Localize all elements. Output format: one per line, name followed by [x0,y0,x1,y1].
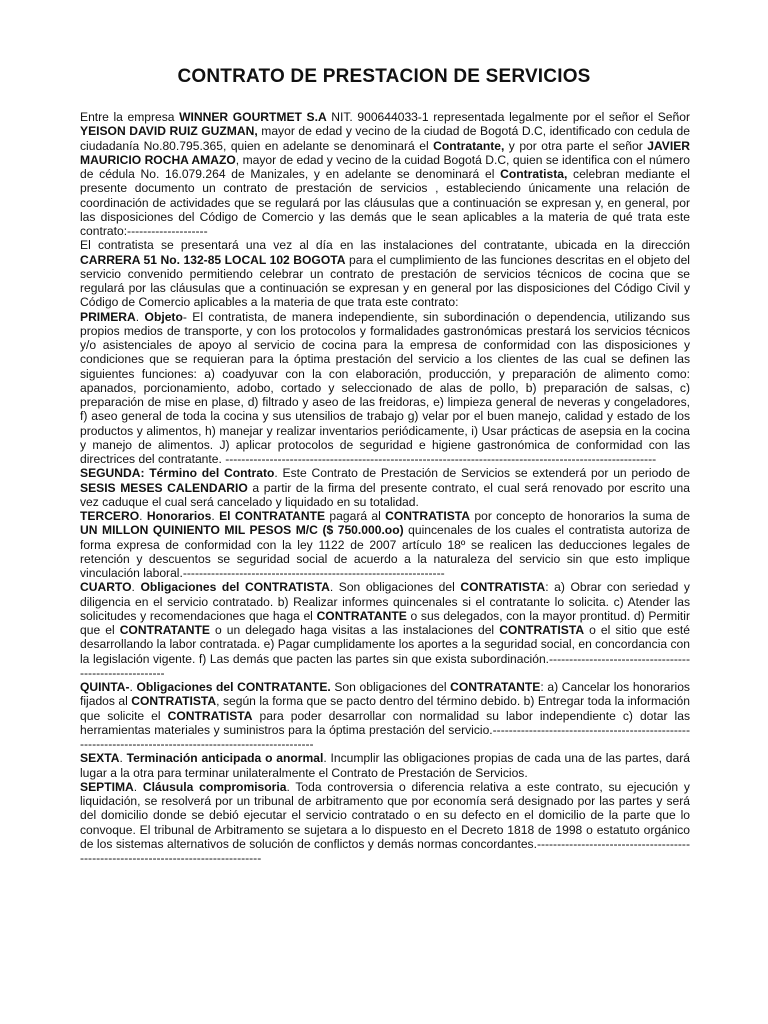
bold-text: SEXTA [80,751,120,766]
document-body [80,110,690,865]
body-text: . [133,779,143,794]
body-text: . [139,509,147,523]
body-text: : a) Obrar con seriedad y diligencia en el servicio contratado. b) Realizar informes quincenales si el contratante lo solicita. c) Atender las solicitudes y recomendaciones que haga el [80,580,690,623]
clause-primera [80,310,690,467]
bold-text: TERCERO [80,509,140,523]
clause-cuarto [80,580,690,680]
body-text: mayor de edad y vecino de la ciudad de Bogotá D.C, identificado con cedula de ciudadanía No.80.795.365, quien en adelante se denominará el [80,124,691,153]
body-text: pagará al [325,509,386,523]
body-text: por concepto de honorarios la suma de [470,509,690,523]
bold-text: PRIMERA [80,309,136,324]
bold-text: Obligaciones del CONTRATANTE. [136,680,331,694]
body-text: o un delegado haga visitas a las instalaciones del [209,623,500,637]
body-text: . Toda controversia o diferencia relativa a este contrato, su ejecución y liquidación, se resolverá por un tribunal de arbitramento que por economía será designado por las partes y será del domicilio donde se debió ejecutar el servicio contratado o en su defecto en el domicilio de la parte que lo convoque. El tribunal de Arbitramento se sujetara a lo dispuesto en el Decreto 1818 de 1998 o estatuto orgánico de los sistemas alternativos de solución de conflictos y demás normas concordantes.----------------------------------------------------------------------------------- [80,779,690,865]
bold-text: CONTRATANTE [450,680,541,694]
body-text: . [211,509,220,523]
bold-text: Obligaciones del CONTRATISTA [140,580,330,595]
body-text: . [135,309,145,324]
bold-text: CONTRATANTE [316,608,407,623]
bold-text: UN MILLON QUINIENTO MIL PESOS M/C ($ 750.000.oo) [80,523,404,538]
body-text: : a) Cancelar los honorarios fijados al [80,680,690,709]
bold-text: CONTRATISTA [167,708,253,723]
body-text: celebran mediante el presente documento un contrato de prestación de servicios , estableciendo únicamente una relación de coordinación de actividades que se regulará por las cláusulas que a continuación se expresan y, en general, por las disposiciones del Código de Comercio y las demás que le sean aplicables a la materia de qué trata este contrato:-------------------- [80,167,690,238]
bold-text: YEISON DAVID RUIZ GUZMAN, [80,124,258,139]
bold-text: CONTRATISTA [131,694,217,709]
body-text: para el cumplimiento de las funciones descritas en el objeto del servicio convenido permitiendo celebrar un contrato de prestación de servicios técnicos de cocina que se regulará por las cláusulas que a continuación se expresan y en general por las disposiciones del Código Civil y Código de Comercio aplicables a la materia de que trata este contrato: [80,252,690,310]
bold-text: WINNER GOURTMET S.A [179,110,327,124]
body-text: , según la forma que se pacto dentro del término debido. b) Entregar toda la información que solicite el [80,694,691,723]
body-text: . [119,751,127,766]
body-text: a partir de la firma del presente contrato, el cual será renovado por escrito una vez caduque el cual será cancelado y liquidado en su totalidad. [80,480,691,509]
bold-text: CUARTO [80,580,132,595]
body-text: . Son obligaciones del [329,580,461,595]
body-text: . Incumplir las obligaciones propias de cada una de las partes, dará lugar a la otra para terminar unilateralmente el Contrato de Prestación de Servicios. [80,751,690,780]
bold-text: Objeto [144,309,183,324]
body-text: . Este Contrato de Prestación de Servicios se extenderá por un periodo de [274,466,690,481]
clause-segunda [80,466,690,509]
body-text: para poder desarrollar con normalidad su labor independiente c) dotar las herramientas materiales y suministros para la óptima prestación del servicio.----------------------------------------------------------------------------------------------------------- [80,708,690,751]
clause-sexta [80,751,690,780]
bold-text: SEGUNDA: Término del Contrato [80,466,275,481]
bold-text: SESIS MESES CALENDARIO [80,480,248,495]
bold-text: Contratista, [500,167,568,181]
bold-text: CARRERA 51 No. 132-85 LOCAL 102 BOGOTA [80,252,346,267]
document-title: CONTRATO DE PRESTACION DE SERVICIOS [177,66,591,87]
body-text: o sus delegados, con la mayor prontitud. d) Permitir que el [80,608,690,637]
body-text: Son obligaciones del [330,680,451,694]
bold-text: Contratante, [433,138,505,153]
bold-text: JAVIER MAURICIO ROCHA AMAZO [80,138,690,167]
bold-text: Cláusula compromisoria [142,779,287,794]
body-text: , mayor de edad y vecino de la cuidad Bogotá D.C, quien se identifica con el número de cédula No. 16.079.264 de Manizales, y en adelante se denominará el [80,152,690,181]
body-text: Entre la empresa [80,110,180,124]
bold-text: El CONTRATANTE [219,509,326,523]
body-text: y por otra parte el señor [504,138,648,153]
intro-paragraph [80,110,690,238]
bold-text: CONTRATISTA [499,623,585,637]
body-text: o el sitio que esté desarrollando la labor contratada. e) Pagar cumplidamente los aportes a la seguridad social, en concordancia con la legislación vigente. f) Las demás que pacten las partes sin que exista subordinación.-------------------------------------------------------- [80,623,691,680]
body-text: NIT. 900644033-1 representada legalmente por el señor el Señor [326,110,691,124]
body-text: - El contratista, de manera independiente, sin subordinación o dependencia, utilizando sus propios medios de transporte, y con los protocolos y formalidades gastronómicas prestará los servicios técnicos y/o asistenciales de apoyo al servicio de cocina para la empresa de conformidad con las disposiciones y condiciones que se requieran para la óptima prestación del servicio a los clientes de las cual se definen las siguientes funciones: a) coadyuvar con la con elaboración, producción, y preparación de alimento como: apanados, porcionamiento, adobo, cortado y seleccionado de alas de pollo, b) preparación de salsas, c) preparación de mise en plase, d) filtrado y aseo de las freidoras, e) limpieza general de neveras y congeladores, f) aseo general de toda la cocina y sus utensilios de trabajo g) velar por el buen manejo, calidad y estado de los productos y alimentos, h) manejar y realizar inventarios periódicamente, i) Usar prácticas de asepsia en la cocina y manejo de alimentos. J) aplicar protocolos de seguridad e higiene gastronómica de conformidad con las directrices del contratante. ----------------------------------------------------------------------------------------------------------- [80,309,690,466]
clause-tercero [80,509,690,580]
clause-septima [80,780,690,866]
bold-text: CONTRATISTA [460,580,546,595]
body-text: . [131,580,141,595]
location-paragraph [80,238,690,309]
bold-text: SEPTIMA [80,779,134,794]
bold-text: CONTRATANTE [119,623,210,637]
bold-text: Honorarios [146,509,212,523]
bold-text: QUINTA- [80,680,130,694]
bold-text: CONTRATISTA [385,509,471,523]
body-text: El contratista se presentará una vez al día en las instalaciones del contratante, ubicada en la dirección [80,238,690,253]
body-text: . [129,680,137,694]
body-text: quincenales de los cuales el contratista autoriza de forma expresa de conformidad con la ley 1122 de 2007 artículo 18º se realicen las deducciones legales de retención y descuentos se seguridad social de acuerdo a la naturaleza del servicio sin que esto implique vinculación laboral.----------------------------------------------------------------- [80,523,690,580]
bold-text: Terminación anticipada o anormal [126,751,324,766]
clause-quinta [80,680,690,751]
